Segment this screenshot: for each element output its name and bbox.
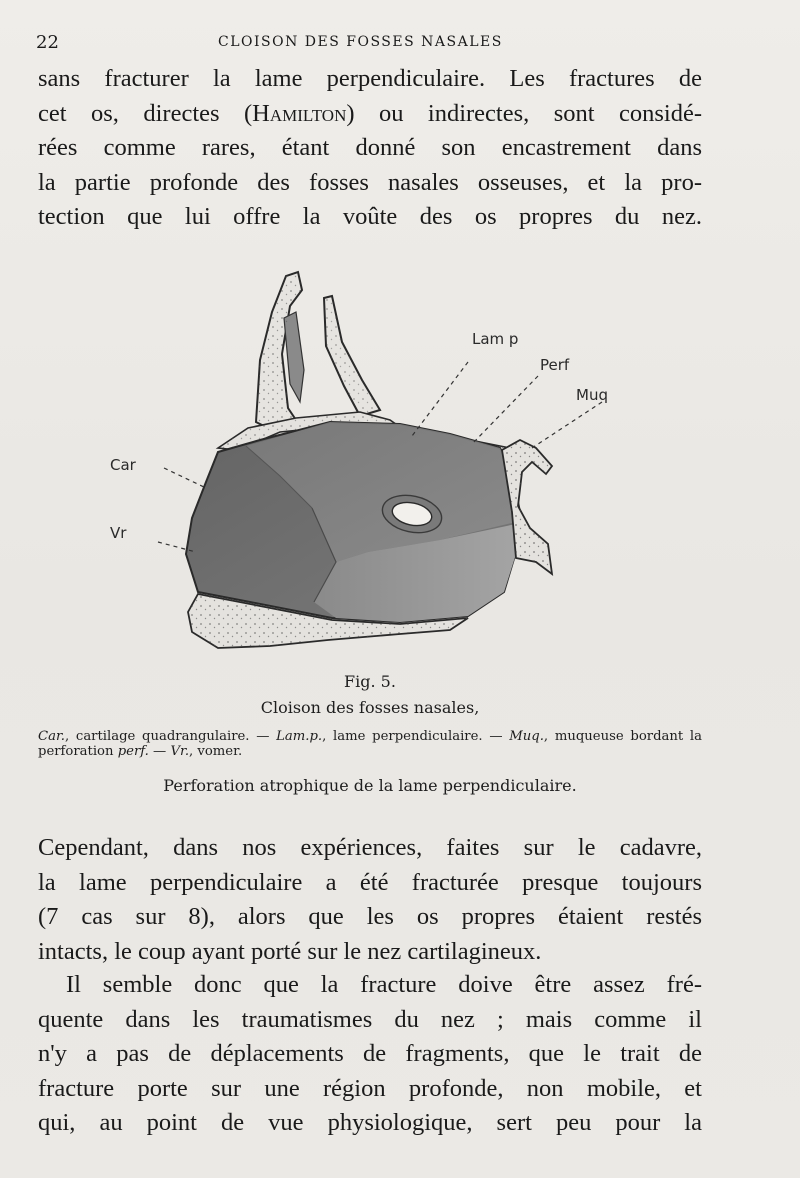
text-line — [38, 97, 702, 132]
legend-text-car: , cartilage quadrangulaire. — — [65, 729, 270, 744]
legend-abbr-muq: Muq. — [509, 729, 544, 744]
text-line: n'y a pas de déplacements de fragments, que le trait de — [38, 1040, 702, 1067]
text-line: Il semble donc que la fracture doive être assez fré- — [66, 971, 702, 998]
text-line: tection que lui offre la voûte des os propres du nez. — [38, 203, 702, 230]
legend-text-muq: , muqueuse bordant la perforation — [38, 729, 702, 759]
text-line: sans fracturer la lame perpendiculaire. Les fractures de — [38, 65, 702, 92]
label-muq: Muq — [576, 386, 608, 404]
figure-legend — [38, 729, 702, 759]
text-line: Cependant, dans nos expériences, faites sur le cadavre, — [38, 834, 702, 861]
text-line: quente dans les traumatismes du nez ; mais comme il — [38, 1005, 702, 1033]
text-line: fracture porte sur une région profonde, non mobile, et — [38, 1074, 702, 1102]
legend-text-perf: — — [148, 744, 167, 759]
running-title: CLOISON DES FOSSES NASALES — [218, 34, 503, 50]
leader-line-muq — [532, 402, 602, 448]
text-fragment: ) ou indirectes, sont considé- — [346, 99, 702, 127]
legend-abbr-lam: Lam.p. — [276, 729, 323, 744]
leader-line-lamp — [412, 362, 468, 436]
label-car: Car — [110, 456, 136, 474]
septum-illustration — [100, 262, 660, 662]
text-line: intacts, le coup ayant porté sur le nez cartilagineux. — [38, 937, 542, 965]
paragraph-2 — [38, 831, 702, 969]
paragraph-3 — [38, 968, 702, 1141]
figure-title: Cloison des fosses nasales, — [260, 698, 480, 717]
figure-note: Perforation atrophique de la lame perpendiculaire. — [163, 776, 577, 795]
figure-number: Fig. 5. — [344, 672, 396, 691]
legend-text-lam: , lame perpendiculaire. — — [322, 729, 503, 744]
text-line: rées comme rares, étant donné son encastrement dans — [38, 134, 702, 161]
author-name: Hamilton — [252, 99, 347, 127]
bone-cleft — [284, 312, 304, 402]
figure-nasal-septum — [100, 262, 660, 662]
paragraph-1 — [38, 62, 702, 235]
legend-abbr-car: Car. — [38, 729, 65, 744]
text-line: la partie profonde des fosses nasales osseuses, et la pro- — [38, 168, 702, 196]
page-number: 22 — [36, 32, 59, 53]
legend-text-vr: , vomer. — [189, 744, 243, 759]
legend-abbr-vr: Vr. — [170, 744, 190, 759]
label-perf: Perf — [540, 356, 570, 374]
label-lamp: Lam p — [472, 330, 519, 348]
label-vr: Vr — [110, 524, 127, 542]
running-head — [36, 32, 766, 54]
leader-line-car — [164, 468, 206, 488]
bone-process-right-texture — [324, 296, 380, 416]
text-fragment: cet os, directes ( — [38, 99, 253, 127]
text-line: qui, au point de vue physiologique, sert peu pour la — [38, 1109, 702, 1136]
text-line: la lame perpendiculaire a été fracturée presque toujours — [38, 868, 702, 896]
legend-abbr-perf: perf. — [117, 744, 149, 759]
leader-line-perf — [472, 376, 538, 444]
text-line: (7 cas sur 8), alors que les os propres étaient restés — [38, 903, 702, 930]
